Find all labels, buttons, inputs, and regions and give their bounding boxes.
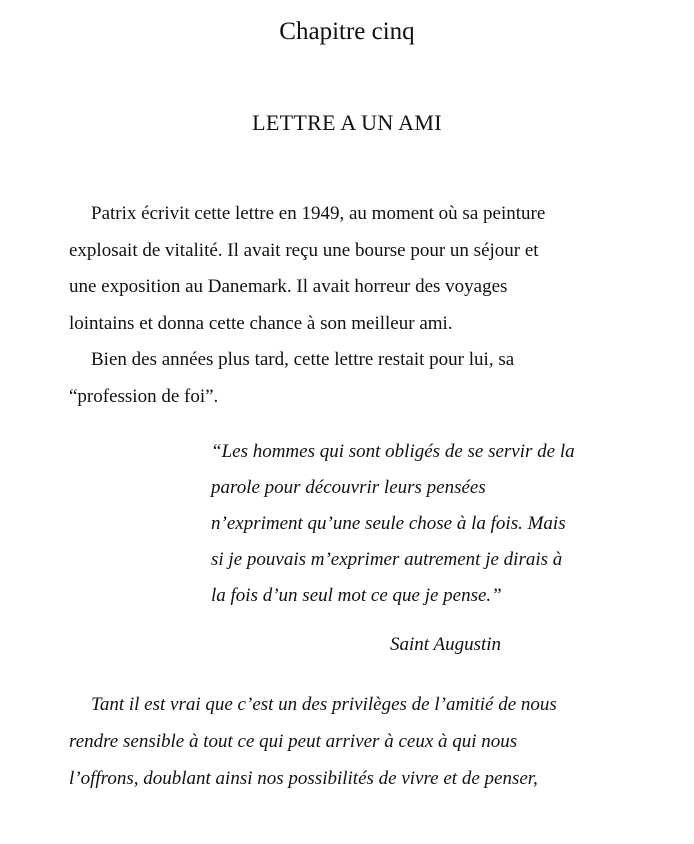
text-line: rendre sensible à tout ce qui peut arriver à ceux à qui nous <box>69 731 518 752</box>
quote-line: si je pouvais m’exprimer autrement je dirais à <box>211 549 563 570</box>
closing-text <box>69 686 639 797</box>
augustine-quote <box>211 434 641 614</box>
text-line: lointains et donna cette chance à son meilleur ami. <box>69 312 453 334</box>
text-line: “profession de foi”. <box>69 385 219 407</box>
quote-line: parole pour découvrir leurs pensées <box>211 477 486 498</box>
quote-text <box>211 434 641 614</box>
chapter-heading: Chapitre cinq <box>279 18 415 45</box>
quote-line: “Les hommes qui sont obligés de se servir de la <box>211 441 575 462</box>
intro-paragraph-1 <box>69 196 629 342</box>
text-line: Bien des années plus tard, cette lettre restait pour lui, sa <box>91 349 515 370</box>
text-line: explosait de vitalité. Il avait reçu une bourse pour un séjour et <box>69 239 539 261</box>
intro-paragraph-2 <box>69 342 629 415</box>
text-line: l’offrons, doublant ainsi nos possibilités de vivre et de penser, <box>69 768 538 789</box>
intro-text <box>69 196 629 415</box>
closing-paragraph <box>69 686 639 797</box>
text-line: Patrix écrivit cette lettre en 1949, au moment où sa peinture <box>91 203 546 224</box>
text-line: Tant il est vrai que c’est un des privilèges de l’amitié de nous <box>91 694 557 715</box>
text-line: une exposition au Danemark. Il avait horreur des voyages <box>69 276 508 297</box>
letter-title: LETTRE A UN AMI <box>252 110 442 135</box>
quote-line: n’expriment qu’une seule chose à la fois. Mais <box>211 513 566 534</box>
quote-attribution: Saint Augustin <box>390 634 502 655</box>
quote-line: la fois d’un seul mot ce que je pense.” <box>211 585 502 606</box>
